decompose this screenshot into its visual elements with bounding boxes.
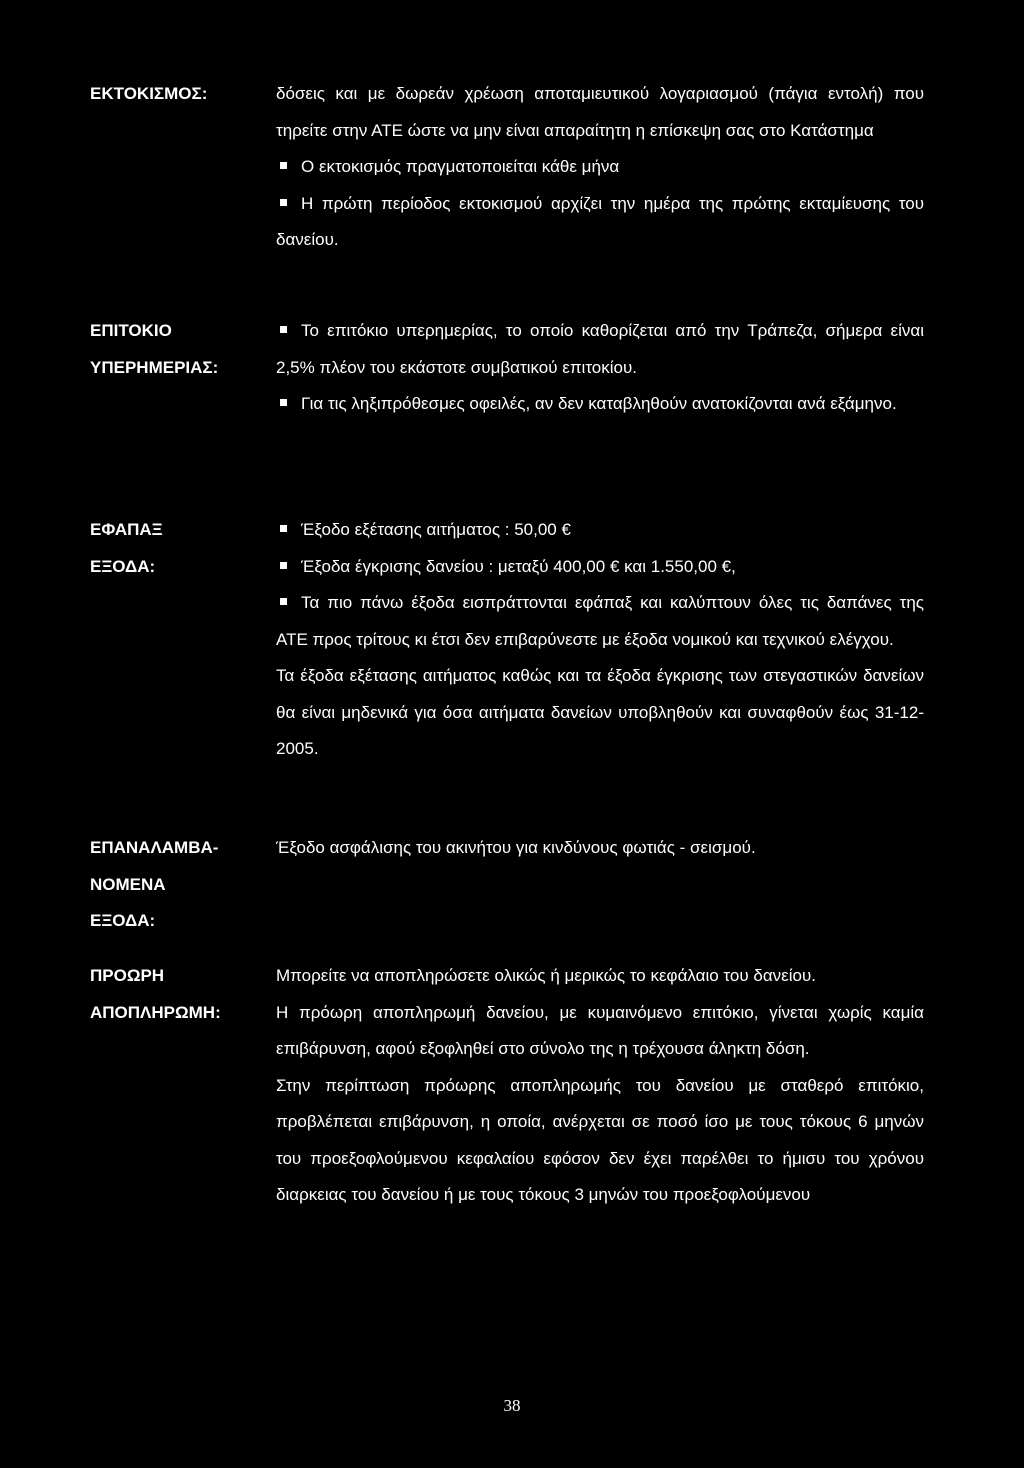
paragraph: δόσεις και με δωρεάν χρέωση αποταμιευτικού λογαριασμού (πάγια εντολή) που τηρείτε στην ΑΤΕ ώστε να μην είναι απαραίτητη η επίσκεψη σας στο Κατάστημα [276,84,924,140]
bullet-item [276,313,924,386]
section-content-early-repayment [276,958,924,1214]
bullet-item [276,549,924,586]
label-text: ΕΠΙΤΟΚΙΟ [90,321,172,340]
label-text: ΝΟΜΕΝΑ [90,874,166,894]
section-content-recurring-fees [276,830,924,867]
bullet-icon [280,199,287,206]
paragraph: Στην περίπτωση πρόωρης αποπληρωμής του δανείου με σταθερό επιτόκιο, προβλέπεται επιβάρυνση, η οποία, ανέρχεται σε ποσό ίσο με τους τόκους 6 μηνών του προεξοφλούμενου κεφαλαίου εφόσον δεν έχει παρέλθει το ήμισυ του χρόνου διαρκειας του δανείου ή με τους τόκους 3 μηνών του προεξοφλούμενου [276,1075,924,1204]
section-label-interest-calculation [90,76,275,113]
bullet-icon [280,162,287,169]
bullet-item [276,186,924,259]
section-label-recurring-fees [90,830,275,940]
section-content-one-off-fees [276,512,924,768]
label-text: ΠΡΟΩΡΗ [90,966,165,985]
bullet-text: Τα πιο πάνω έξοδα εισπράττονται εφάπαξ και καλύπτουν όλες τις δαπάνες της ΑΤΕ προς τρίτους κι έτσι δεν επιβαρύνεστε με έξοδα νομικού και τεχνικού ελέγχου. [276,593,924,649]
bullet-icon [280,525,287,532]
paragraph: Η πρόωρη αποπληρωμή δανείου, με κυμαινόμενο επιτόκιο, γίνεται χωρίς καμία επιβάρυνση, αφού εξοφληθεί στο σύνολο της η τρέχουσα άληκτη δόση. [276,1002,924,1058]
bullet-text: Έξοδα έγκρισης δανείου : μεταξύ 400,00 € και 1.550,00 €, [301,556,736,576]
bullet-text: Ο εκτοκισμός πραγματοποιείται κάθε μήνα [301,157,620,176]
label-text: ΥΠΕΡΗΜΕΡΙΑΣ: [90,357,219,377]
bullet-text: Η πρώτη περίοδος εκτοκισμού αρχίζει την ημέρα της πρώτης εκταμίευσης του δανείου. [276,193,924,249]
bullet-item [276,512,924,549]
bullet-icon [280,399,287,406]
label-text: ΑΠΟΠΛΗΡΩΜΗ: [90,1002,221,1022]
label-text: ΕΚΤΟΚΙΣΜΟΣ: [90,84,208,103]
bullet-icon [280,562,287,569]
paragraph: Μπορείτε να αποπληρώσετε ολικώς ή μερικώς το κεφάλαιο του δανείου. [276,966,816,985]
section-label-default-interest [90,313,275,386]
label-text: ΕΦΑΠΑΞ [90,520,163,539]
page-number: 38 [503,1396,521,1415]
section-label-one-off-fees [90,512,275,585]
section-content-interest-calculation [276,76,924,259]
bullet-icon [280,598,287,605]
bullet-text: Έξοδο εξέτασης αιτήματος : 50,00 € [301,520,571,539]
bullet-item [276,386,924,423]
bullet-text: Για τις ληξιπρόθεσμες οφειλές, αν δεν καταβληθούν ανατοκίζονται ανά εξάμηνο. [301,394,897,413]
section-content-default-interest [276,313,924,423]
label-text: ΕΞΟΔΑ: [90,911,156,930]
label-text: ΕΠΑΝΑΛΑΜΒΑ- [90,838,219,857]
fee-waiver-note: Τα έξοδα εξέτασης αιτήματος καθώς και τα έξοδα έγκρισης των στεγαστικών δανείων θα είναι μηδενικά για όσα αιτήματα δανείων υποβληθούν και συναφθούν έως 31-12-2005. [276,666,924,758]
label-text: ΕΞΟΔΑ: [90,556,156,576]
bullet-text: Το επιτόκιο υπερημερίας, το οποίο καθορίζεται από την Τράπεζα, σήμερα είναι 2,5% πλέον του εκάστοτε συμβατικού επιτοκίου. [276,321,924,377]
bullet-item [276,585,924,658]
paragraph: Έξοδο ασφάλισης του ακινήτου για κινδύνους φωτιάς - σεισμού. [276,838,756,857]
bullet-icon [280,326,287,333]
section-label-early-repayment [90,958,275,1031]
bullet-item [276,149,924,186]
